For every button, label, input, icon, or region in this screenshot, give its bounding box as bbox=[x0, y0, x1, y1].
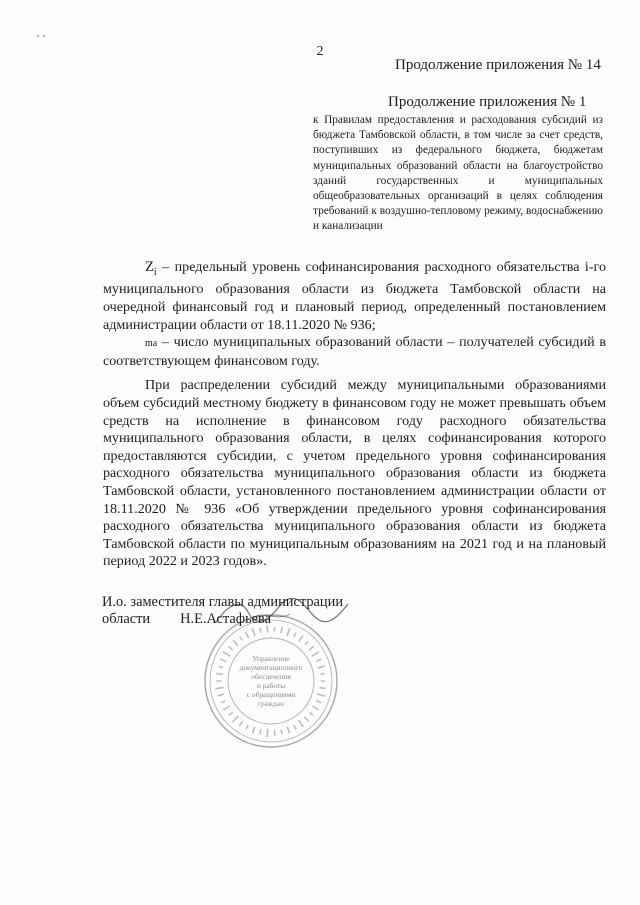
signatory-name: Н.Е.Астафьева bbox=[180, 611, 272, 627]
seal-ring-mark bbox=[313, 707, 318, 710]
seal-ring-mark bbox=[253, 727, 255, 733]
seal-ring-mark bbox=[299, 721, 303, 727]
seal-ring-mark bbox=[309, 647, 313, 650]
seal-ring-mark bbox=[318, 666, 324, 668]
document-body bbox=[103, 259, 606, 571]
signature-block bbox=[102, 594, 343, 628]
appendix-sub-heading: Продолжение приложения № 1 bbox=[388, 94, 587, 110]
seal-ring-mark bbox=[219, 694, 224, 695]
seal-center-line: и работы bbox=[256, 681, 286, 690]
appendix-description: к Правилам предоставления и расходования субсидий из бюджета Тамбовской области, в том числе за счет средств, поступивших из федерального бюджета, бюджетам муниципальных образований области на благоустройство зданий государственных и муниципальных общеобразовательных организаций в целях соблюдения требований к воздушно-тепловому режиму, водоснабжению и канализации bbox=[313, 114, 603, 233]
scan-artifact-dots bbox=[36, 33, 46, 39]
paragraph-ma-text: – число муниципальных образований области – получателей субсидий в соответствующем финансовом году. bbox=[103, 334, 606, 369]
seal-ring-mark bbox=[306, 642, 308, 644]
symbol-z-subscript: i bbox=[153, 266, 157, 278]
seal-ring-mark bbox=[216, 688, 223, 689]
seal-center-line: обеспечения bbox=[251, 672, 291, 681]
signatory-position-line2 bbox=[102, 611, 343, 628]
symbol-ma: ma bbox=[145, 338, 158, 350]
paragraph-distribution: При распределении субсидий между муниципальными образованиями объем субсидий местному бюджету в финансовом году не может превышать объем средств на исполнение в финансовом году расходного обязательства муниципального образования области, в целях софинансирования которого предоставляются субсидии, с учетом предельного уровня софинансирования расходного обязательства муниципального образования области из бюджета Тамбовской области, установленного постановлением администрации области от 18.11.2020 № 936 «Об утверждении предельного уровня софинансирования расходного обязательства муниципального образования области из бюджета Тамбовской области по муниципальным образованиям на 2021 год и на плановый период 2022 и 2023 годов». bbox=[103, 377, 606, 570]
official-seal bbox=[202, 612, 340, 750]
seal-ring-mark bbox=[312, 652, 318, 656]
seal-ring-mark bbox=[229, 713, 232, 716]
seal-ring-mark bbox=[294, 725, 296, 729]
seal-ring-mark bbox=[217, 674, 223, 675]
paragraph-zi-definition bbox=[103, 259, 606, 334]
seal-ring-mark bbox=[317, 701, 321, 703]
seal-ring-mark bbox=[299, 636, 302, 641]
seal-center-line: документационного bbox=[239, 663, 303, 672]
seal-ring-mark bbox=[240, 637, 242, 639]
seal-ring-mark bbox=[222, 701, 225, 702]
seal-ring-mark bbox=[240, 721, 243, 725]
seal-ring-mark bbox=[220, 667, 223, 668]
seal-ring-mark bbox=[281, 730, 282, 733]
seal-ring-mark bbox=[246, 633, 248, 637]
seal-ring-mark bbox=[221, 659, 226, 661]
paragraph-ma-definition bbox=[103, 334, 606, 370]
seal-ring-mark bbox=[305, 717, 308, 721]
seal-center-line: с обращениями bbox=[246, 690, 296, 699]
paragraph-zi-text: – предельный уровень софинансирования расходного обязательства i-го муниципального образования области из бюджета Тамбовской области на очередной финансовый год и плановый период, определенный постановлением администрации области от 18.11.2020 № 936; bbox=[103, 259, 606, 333]
seal-ring-mark bbox=[224, 652, 230, 656]
seal-ring-mark bbox=[229, 647, 232, 650]
seal-ring-mark bbox=[233, 716, 238, 721]
seal-ring-mark bbox=[320, 688, 325, 689]
seal-ring-mark bbox=[224, 707, 229, 710]
seal-ring-mark bbox=[260, 730, 261, 734]
seal-ring-mark bbox=[317, 660, 321, 662]
seal-ring-mark bbox=[294, 633, 296, 637]
seal-ring-mark bbox=[267, 729, 268, 736]
symbol-z: Z bbox=[145, 259, 154, 275]
seal-ring-mark bbox=[318, 694, 325, 696]
seal-center-line: граждан bbox=[257, 699, 285, 708]
seal-ring-mark bbox=[310, 713, 312, 715]
seal-ring-mark bbox=[246, 726, 247, 729]
seal-ring-mark bbox=[234, 641, 238, 645]
signatory-position: И.о. заместителя главы администрации bbox=[102, 594, 344, 610]
seal-center-line: Управление bbox=[252, 654, 290, 663]
seal-ring-mark bbox=[287, 727, 289, 733]
page-number: 2 bbox=[316, 44, 324, 59]
appendix-main-heading: Продолжение приложения № 14 bbox=[395, 57, 601, 73]
signatory-region: области bbox=[102, 611, 151, 627]
